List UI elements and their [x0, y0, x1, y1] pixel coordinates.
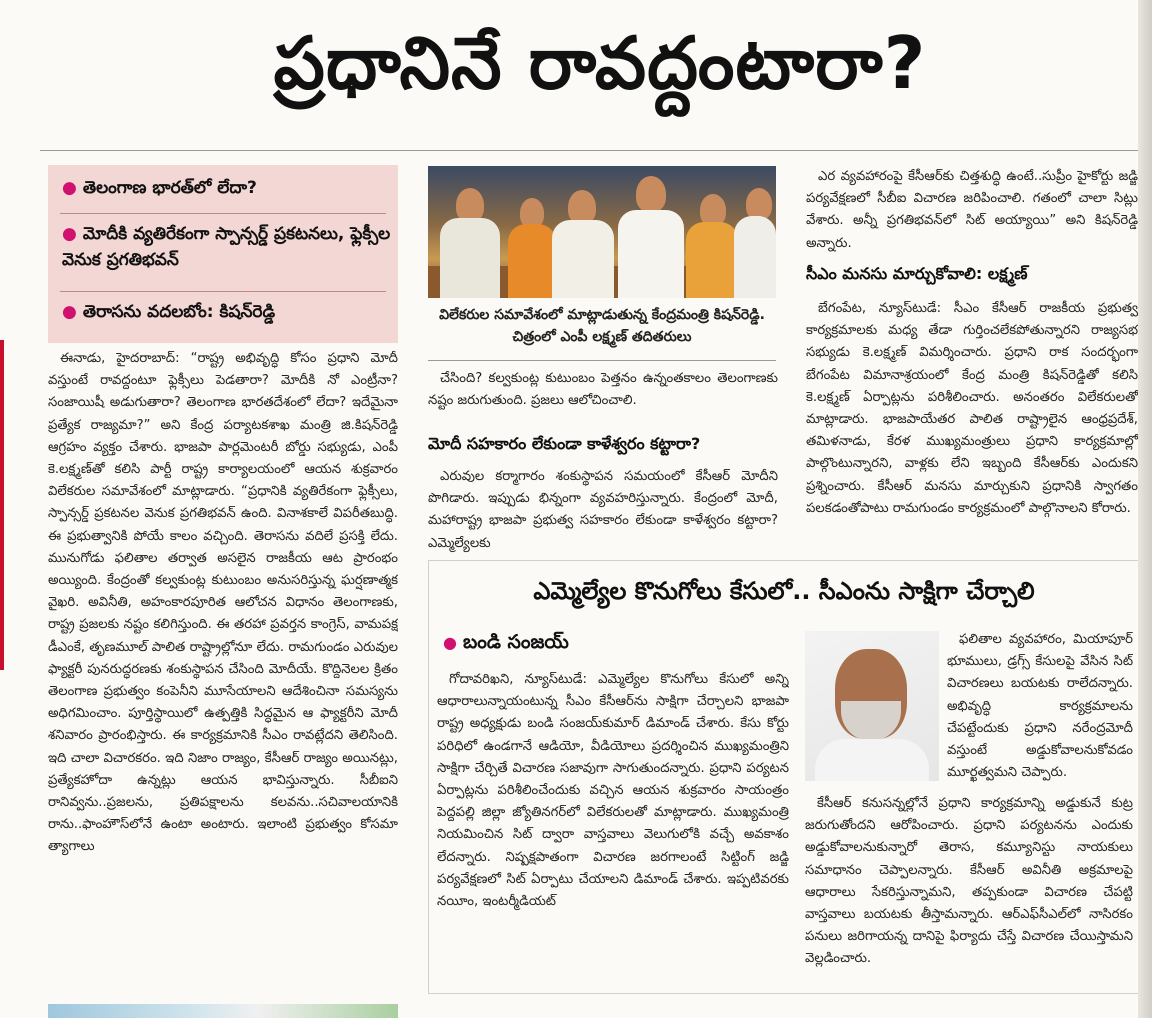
middle-column-body: ఎరువుల కర్మాగారం శంకుస్థాపన సమయంలో కేసీఆర్‌ మోదీని పొగిడారు. ఇప్పుడు భిన్నంగా వ్యవహరిస్తున్నారు. కేంద్రంలో మోదీ, మహారాష్ట్ర భాజపా ప్రభుత్వ సహకారం లేకుండా కాళేశ్వరం కట్టారా? ఎమ్మెల్యేలకు	[428, 469, 778, 551]
story-right-text-bottom: కేసీఆర్‌ కనుసన్నల్లోనే ప్రధాని కార్యక్రమాన్ని అడ్డుకునే కుట్ర జరుగుతోందని ఆరోపించారు. ప్రధాని పర్యటనను ఎందుకు అడ్డుకోవాలనుకున్నారో తెరాస, కమ్యూనిస్టు నాయకులు సమాధానం చెప్పాలన్నారు. కేసీఆర్‌ అవినీతి అక్రమాలపై ఆధారాలు సేకరిస్తున్నామని, తప్పకుండా విచారణ చేపట్టి వాస్తవాలు బయటకు తీస్తామన్నారు. ఆర్‌ఎఫ్‌సీఎల్‌లో నాసిరకం పనులు జరిగాయన్న దానిపై ఫిర్యాదు చేస్తే విచారణ చేయిస్తామని వెల్లడించారు.	[805, 796, 1133, 967]
middle-column-intro: చేసింది? కల్వకుంట్ల కుటుంబం పెత్తనం ఉన్నంతకాలం తెలంగాణకు నష్టం జరుగుతుంది. ప్రజలు ఆలోచించాలి.	[428, 371, 778, 409]
bullet-icon: ●	[62, 178, 77, 198]
byline: ● బండి సంజయ్‌	[443, 631, 569, 653]
left-column-text: ఈనాడు, హైదరాబాద్‌: “రాష్ట్ర అభివృద్ధి కోసం ప్రధాని మోదీ వస్తుంటే రావద్దంటూ ఫ్లెక్సీలు పెడతారా? మోదీకి నో ఎంట్రీనా? సంజాయిషీ అడుగుతారా? తెలంగాణ భారతదేశంలో లేదా? ఇదేమైనా ప్రత్యేక రాజ్యమా?” అని కేంద్ర పర్యాటకశాఖ మంత్రి జి.కిషన్‌రెడ్డి ఆగ్రహం వ్యక్తం చేశారు. భాజపా పార్లమెంటరీ బోర్డు సభ్యుడు, ఎంపీ కె.లక్ష్మణ్‌తో కలిసి పార్టీ రాష్ట్ర కార్యాలయంలో ఆయన శుక్రవారం విలేకరుల సమావేశంలో మాట్లాడారు. “ప్రధానికి వ్యతిరేకంగా ఫ్లెక్సీలు, స్పాన్సర్డ్‌ ప్రకటనల వెనుక ప్రగతిభవన్‌ ఉంది. వినాశకాలే విపరీతబుద్ధి. ఈ ప్రభుత్వానికి పోయే కాలం వచ్చింది. తెరాసను వదిలే ప్రసక్తి లేదు. మునుగోడు ఫలితాల తర్వాత అసలైన రాజకీయ ఆట ప్రారంభం అయ్యింది. కేంద్రంతో కల్వకుంట్ల కుటుంబం అనుసరిస్తున్న ఘర్షణాత్మక వైఖరి. అవినీతి, అహంకారపూరిత ఆలోచన విధానం తెలంగాణకు, రాష్ట్ర ప్రజలకు నష్టం కలిగిస్తుంది. ఈ తరహా ప్రవర్తన కాంగ్రెస్‌, వామపక్ష డీఎంకే, తృణమూల్‌ పాలిత రాష్ట్రాల్లోనూ లేదు. రామగుండం ఎరువుల ఫ్యాక్టరీ పునరుద్ధరణకు శంకుస్థాపన చేసింది మోదీయే. కొద్దినెలల క్రితం తెలంగాణ ప్రభుత్వం కంపెనీని మూసేయాలని ఆదేశించినా సమస్యను అధిగమించాం. పూర్తిస్థాయిలో ఉత్పత్తికి సిద్ధమైన ఆ ఫ్యాక్టరీని మోదీ శనివారం ప్రారంభిస్తారు. ఈ కార్యక్రమానికి సీఎం రావట్లేదని తెలిసింది. ఇది చాలా విచారకరం. ఇది నిజాం రాజ్యం, కేసీఆర్‌ రాజ్యం అయినట్లు, ప్రత్యేకహోదా ఉన్నట్లు ఆయన భావిస్తున్నారు. సీబీఐని రానివ్వను..ప్రజలను, ప్రతిపక్షాలను కలవను..సచివాలయానికి రాను..ఫాంహౌస్‌లోనే ఉంటా అంటారు. ఇలాంటి ప్రభుత్వం కోసమా త్యాగాలు	[48, 351, 398, 855]
bandi-sanjay-photo	[805, 631, 939, 781]
page-headline: ప్రధానినే రావద్దంటారా?	[273, 21, 927, 105]
highlight-item: ● తెలంగాణ భారత్‌లో లేదా?	[62, 178, 257, 198]
story-box	[428, 560, 1140, 994]
press-meet-photo	[428, 166, 776, 298]
story-headline: ఎమ్మెల్యేల కొనుగోలు కేసులో.. సీఎంను సాక్షిగా చేర్చాలి	[533, 577, 1035, 605]
bullet-icon: ●	[443, 633, 457, 652]
bullet-icon: ●	[62, 224, 77, 244]
headline-divider	[40, 150, 1140, 151]
highlights-box	[48, 165, 398, 343]
story-left-text: గోదావరిఖని, న్యూస్‌టుడే: ఎమ్మెల్యేల కొనుగోలు కేసులో అన్ని ఆధారాలున్నాయంటున్న సీఎం కేసీఆర్‌ను సాక్షిగా చేర్చాలని భాజపా రాష్ట్ర అధ్యక్షుడు బండి సంజయ్‌కుమార్‌ డిమాండ్‌ చేశారు. కేసు కోర్టు పరిధిలో ఉండగానే ఆడియో, వీడియోలు ప్రదర్శించిన ముఖ్యమంత్రిని సాక్షిగా చేర్చితే విచారణ సజావుగా సాగుతుందన్నారు. ప్రధాని పర్యటన ఏర్పాట్లను పరిశీలించేందుకు వచ్చిన ఆయన శుక్రవారం సాయంత్రం పెద్దపల్లి జిల్లా జ్యోతినగర్‌లో విలేకరులతో మాట్లాడారు. ముఖ్యమంత్రి నియమించిన సిట్‌ ద్వారా వాస్తవాలు వెలుగులోకి వచ్చే అవకాశం లేదన్నారు. నిష్పక్షపాతంగా విచారణ జరగాలంటే సిట్టింగ్‌ జడ్జి పర్యవేక్షణలో సిట్‌ ఏర్పాటు చేయాలని డిమాండ్‌ చేశారు. ఇప్పటివరకు నయీం, ఇంటర్మీడియట్‌	[437, 672, 789, 910]
margin-line	[0, 340, 4, 670]
right-column-intro: ఎర వ్యవహారంపై కేసీఆర్‌కు చిత్తశుద్ధి ఉంటే..సుప్రీం హైకోర్టు జడ్జి పర్యవేక్షణలో సీబీఐ విచారణ జరిపించాలి. గతంలో చాలా సిట్లు వేశారు. అన్నీ ప్రగతిభవన్‌లో సిట్‌ అయ్యాయి” అని కిషన్‌రెడ్డి అన్నారు.	[806, 169, 1138, 251]
highlight-item: ● మోదీకి వ్యతిరేకంగా స్పాన్సర్డ్‌ ప్రకటనలు, ఫ్లెక్సీల వెనుక ప్రగతిభవన్‌	[62, 224, 391, 270]
bullet-icon: ●	[62, 302, 77, 322]
right-column-body: బేగంపేట, న్యూస్‌టుడే: సీఎం కేసీఆర్‌ రాజకీయ ప్రభుత్వ కార్యక్రమాలకు మధ్య తేడా గుర్తించలేకపోతున్నారని రాజ్యసభ సభ్యుడు కె.లక్ష్మణ్‌ విమర్శించారు. ప్రధాని రాక సందర్భంగా బేగంపేట విమానాశ్రయంలో కేంద్ర మంత్రి కిషన్‌రెడ్డితో కలిసి కె.లక్ష్మణ్‌ ఏర్పాట్లను పరిశీలించారు. అనంతరం విలేకరులతో మాట్లాడారు. భాజపాయేతర పాలిత రాష్ట్రాలైన ఆంధ్రప్రదేశ్‌, తమిళనాడు, కేరళ ముఖ్యమంత్రులు ప్రధాని కార్యక్రమాల్లో పాల్గొంటున్నారని, వాళ్లకు లేని ఇబ్బంది కేసీఆర్‌కు ఎందుకని ప్రశ్నించారు. కేసీఆర్‌ మనసు మార్చుకుని ప్రధానికి స్వాగతం పలకడంతోపాటు రామగుండం కార్యక్రమంలో పాల్గొనాలని కోరారు.	[806, 301, 1138, 516]
highlight-item: ● తెరాసను వదలబోం: కిషన్‌రెడ్డి	[62, 302, 276, 322]
left-column	[48, 348, 398, 978]
photo-caption: విలేకరుల సమావేశంలో మాట్లాడుతున్న కేంద్రమంత్రి కిషన్‌రెడ్డి. చిత్రంలో ఎంపీ లక్ష్మణ్‌ తదితరులు	[439, 307, 765, 345]
next-photo-strip	[48, 1004, 398, 1018]
middle-subhead: మోదీ సహకారం లేకుండా కాళేశ్వరం కట్టారా?	[428, 434, 701, 453]
right-subhead: సీఎం మనసు మార్చుకోవాలి: లక్ష్మణ్‌	[806, 264, 1028, 283]
story-right-text-top: ఫలితాల వ్యవహారం, మియాపూర్‌ భూములు, డ్రగ్స్‌ కేసులపై వేసిన సిట్‌ విచారణలు బయటకు రాలేదన్నారు. అభివృద్ధి కార్యక్రమాలను చేపట్టేందుకు ప్రధాని నరేంద్రమోదీ వస్తుంటే అడ్డుకోవాలనుకోవడం మూర్ఖత్వమని చెప్పారు.	[947, 632, 1133, 781]
page-edge	[1138, 0, 1152, 1018]
